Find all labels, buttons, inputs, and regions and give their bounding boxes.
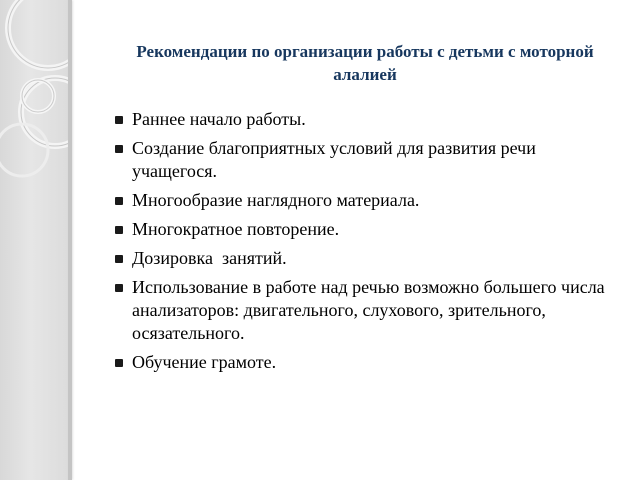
bullet-text: Обучение грамоте. <box>132 352 277 372</box>
list-item <box>112 247 622 270</box>
list-item <box>112 218 622 241</box>
bullet-list <box>112 108 622 380</box>
bullet-text: Создание благоприятных условий для развития речи учащегося. <box>132 138 536 181</box>
bullet-icon <box>115 226 123 234</box>
decorative-side-panel <box>0 0 68 480</box>
list-item <box>112 276 622 345</box>
bullet-icon <box>115 116 123 124</box>
bullet-icon <box>115 145 123 153</box>
bullet-icon <box>115 284 123 292</box>
bullet-icon <box>115 255 123 263</box>
list-item <box>112 137 622 183</box>
bullet-text: Многократное повторение. <box>132 219 340 239</box>
list-item <box>112 108 622 131</box>
bullet-text: Многообразие наглядного материала. <box>132 190 420 210</box>
list-item <box>112 351 622 374</box>
bullet-text: Дозировка занятий. <box>132 248 287 268</box>
slide-title: Рекомендации по организации работы с детьми с моторной алалией <box>136 42 594 84</box>
decorative-circles-icon <box>0 0 68 480</box>
vertical-divider <box>68 0 72 480</box>
bullet-icon <box>115 359 123 367</box>
list-item <box>112 189 622 212</box>
bullet-icon <box>115 197 123 205</box>
bullet-text: Раннее начало работы. <box>132 109 306 129</box>
bullet-text: Использование в работе над речью возможно большего числа анализаторов: двигательного, слухового, зрительного, осязательного. <box>132 277 605 343</box>
